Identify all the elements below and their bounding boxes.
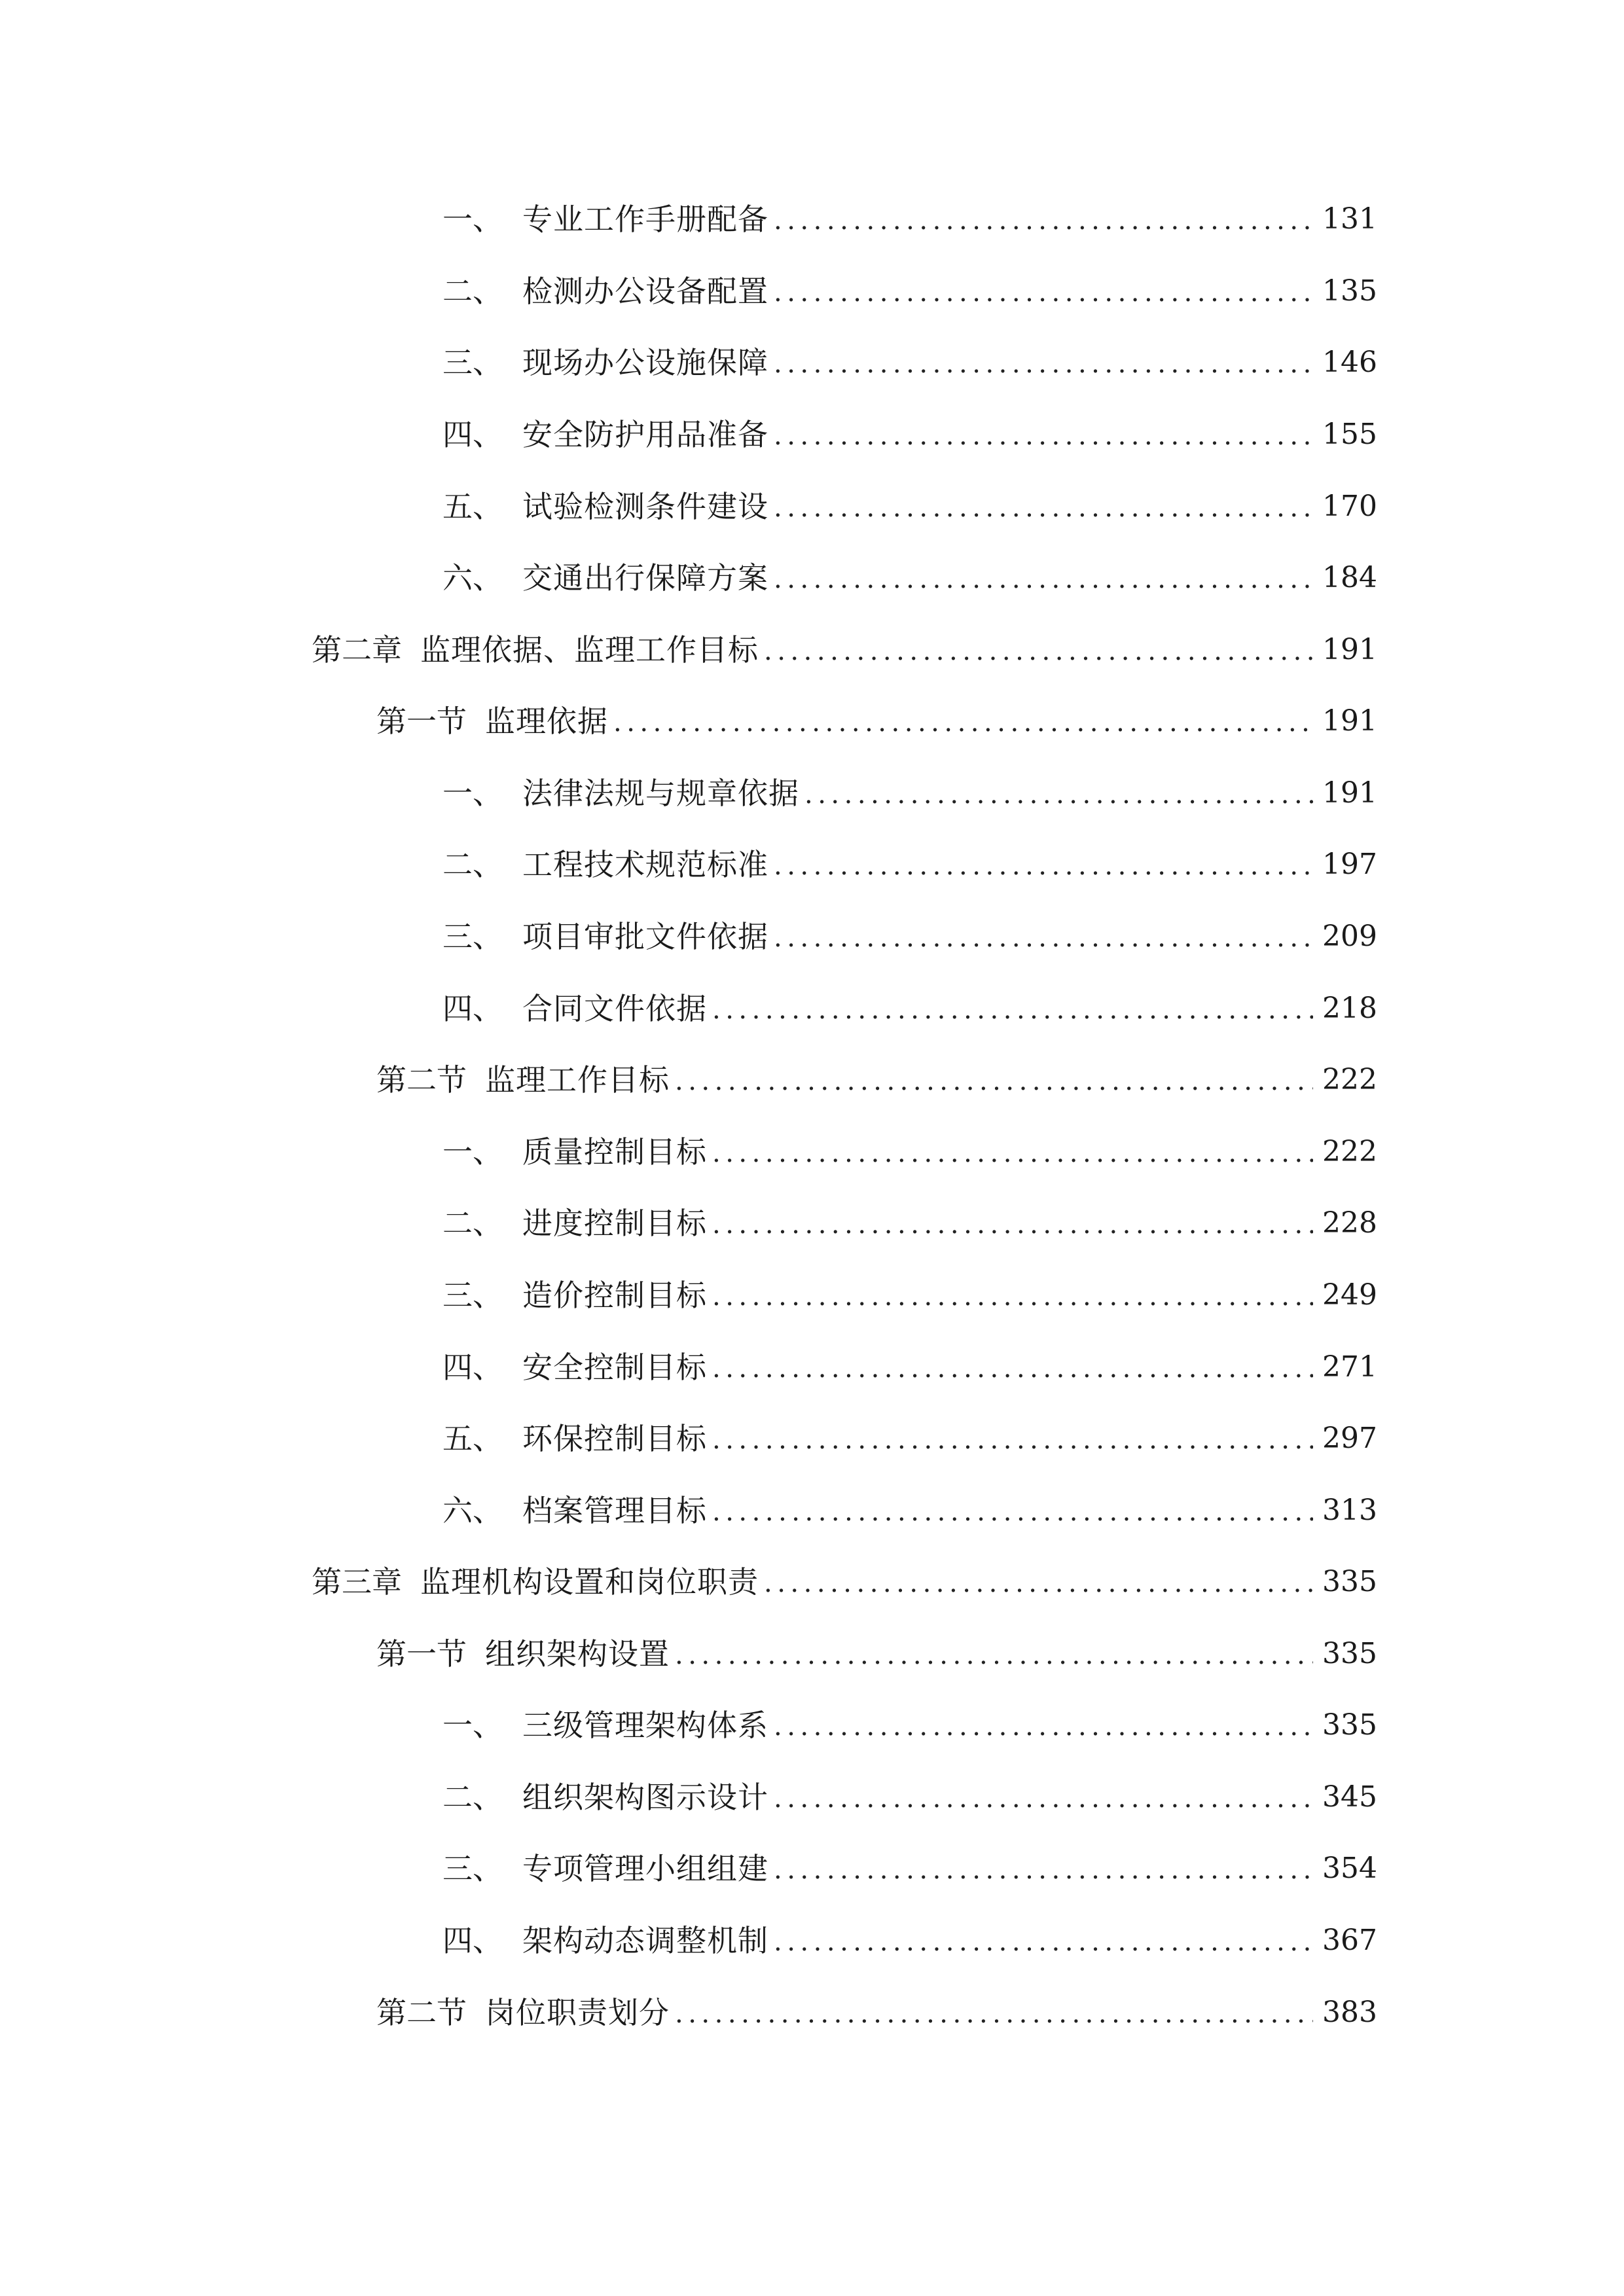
toc-section-title: 组织架构设置 <box>485 1636 670 1672</box>
toc-entry[interactable] <box>442 484 1377 529</box>
dot-leader <box>675 1632 1313 1678</box>
toc-entry[interactable] <box>442 842 1377 888</box>
toc-entry-number: 一、 <box>442 202 503 237</box>
toc-entry[interactable] <box>442 196 1377 242</box>
toc-entry-number: 六、 <box>442 560 503 596</box>
toc-entry[interactable] <box>442 1702 1377 1748</box>
toc-entry-number: 四、 <box>442 991 503 1026</box>
toc-entry-title: 架构动态调整机制 <box>522 1923 768 1958</box>
toc-section-entry[interactable] <box>376 1057 1377 1103</box>
dot-leader <box>712 987 1313 1033</box>
toc-entry[interactable] <box>442 770 1377 816</box>
toc-entry[interactable] <box>442 340 1377 386</box>
toc-entry-number: 二、 <box>442 1206 503 1241</box>
toc-page-number: 313 <box>1322 1494 1377 1527</box>
toc-entry-title: 合同文件依据 <box>522 991 707 1026</box>
toc-entry-title: 组织架构图示设计 <box>522 1780 768 1815</box>
toc-chapter-entry[interactable] <box>312 1559 1377 1605</box>
toc-entry-number: 二、 <box>442 1780 503 1815</box>
toc-page-number: 184 <box>1322 561 1377 594</box>
dot-leader <box>774 1847 1313 1893</box>
toc-page-number: 335 <box>1322 1637 1377 1670</box>
toc-page-number: 155 <box>1322 418 1377 451</box>
dot-leader <box>613 700 1313 745</box>
toc-section-entry[interactable] <box>376 1990 1377 2036</box>
toc-page-number: 170 <box>1322 490 1377 523</box>
toc-entry[interactable] <box>442 555 1377 601</box>
toc-entry[interactable] <box>442 986 1377 1031</box>
toc-page-number: 131 <box>1322 202 1377 236</box>
toc-chapter-title: 监理依据、监理工作目标 <box>420 632 759 668</box>
toc-page-number: 271 <box>1322 1350 1377 1384</box>
toc-entry-title: 档案管理目标 <box>522 1493 707 1528</box>
toc-entry-title: 质量控制目标 <box>522 1134 707 1170</box>
toc-page-number: 191 <box>1322 633 1377 666</box>
toc-page-number: 335 <box>1322 1708 1377 1742</box>
toc-entry-title: 安全防护用品准备 <box>522 417 768 452</box>
toc-page-number: 191 <box>1322 776 1377 810</box>
toc-entry-title: 现场办公设施保障 <box>522 345 768 380</box>
toc-page-number: 197 <box>1322 848 1377 881</box>
toc-entry-title: 进度控制目标 <box>522 1206 707 1241</box>
toc-page-number: 135 <box>1322 274 1377 308</box>
toc-entry-number: 四、 <box>442 1923 503 1958</box>
toc-entry[interactable] <box>442 1344 1377 1390</box>
toc-entry-number: 一、 <box>442 1708 503 1743</box>
dot-leader <box>774 1704 1313 1749</box>
toc-section-number: 第二节 <box>376 1062 467 1098</box>
toc-entry-number: 二、 <box>442 847 503 882</box>
toc-entry-number: 二、 <box>442 274 503 309</box>
toc-page-number: 191 <box>1322 704 1377 738</box>
dot-leader <box>712 1202 1313 1247</box>
toc-entry[interactable] <box>442 412 1377 457</box>
toc-entry-number: 一、 <box>442 776 503 811</box>
toc-entry[interactable] <box>442 268 1377 314</box>
dot-leader <box>712 1274 1313 1319</box>
toc-entry[interactable] <box>442 914 1377 960</box>
dot-leader <box>774 341 1313 387</box>
toc-entry-number: 三、 <box>442 345 503 380</box>
toc-entry-title: 造价控制目标 <box>522 1278 707 1313</box>
toc-entry-title: 三级管理架构体系 <box>522 1708 768 1743</box>
dot-leader <box>764 628 1313 674</box>
dot-leader <box>712 1130 1313 1176</box>
toc-section-title: 监理依据 <box>485 704 608 739</box>
toc-entry-number: 四、 <box>442 417 503 452</box>
toc-chapter-entry[interactable] <box>312 627 1377 673</box>
dot-leader <box>675 1058 1313 1104</box>
toc-entry[interactable] <box>442 1488 1377 1534</box>
dot-leader <box>675 1991 1313 2037</box>
toc-page-number: 249 <box>1322 1278 1377 1312</box>
toc-page-number: 218 <box>1322 992 1377 1025</box>
dot-leader <box>774 198 1313 243</box>
toc-entry[interactable] <box>442 1774 1377 1820</box>
toc-entry-title: 专业工作手册配备 <box>522 202 768 237</box>
toc-entry[interactable] <box>442 1200 1377 1246</box>
toc-page-number: 345 <box>1322 1780 1377 1814</box>
dot-leader <box>804 772 1313 817</box>
toc-page-number: 335 <box>1322 1565 1377 1598</box>
dot-leader <box>774 485 1313 531</box>
toc-page-number: 354 <box>1322 1852 1377 1885</box>
toc-section-entry[interactable] <box>376 1631 1377 1677</box>
toc-entry-number: 五、 <box>442 1421 503 1456</box>
dot-leader <box>774 556 1313 602</box>
dot-leader <box>774 413 1313 459</box>
toc-section-title: 监理工作目标 <box>485 1062 670 1098</box>
dot-leader <box>712 1346 1313 1391</box>
dot-leader <box>774 915 1313 961</box>
toc-entry-number: 三、 <box>442 1278 503 1313</box>
toc-entry[interactable] <box>442 1416 1377 1462</box>
toc-section-number: 第二节 <box>376 1995 467 2030</box>
toc-page-number: 228 <box>1322 1206 1377 1240</box>
toc-page-number: 367 <box>1322 1924 1377 1957</box>
toc-entry-title: 试验检测条件建设 <box>522 489 768 524</box>
toc-entry-number: 六、 <box>442 1493 503 1528</box>
dot-leader <box>774 270 1313 315</box>
toc-entry-number: 三、 <box>442 1851 503 1886</box>
dot-leader <box>712 1417 1313 1463</box>
toc-entry-title: 项目审批文件依据 <box>522 919 768 954</box>
toc-entry-number: 四、 <box>442 1350 503 1385</box>
toc-section-title: 岗位职责划分 <box>485 1995 670 2030</box>
toc-page-number: 222 <box>1322 1135 1377 1168</box>
toc-entry-title: 交通出行保障方案 <box>522 560 768 596</box>
toc-page-number: 222 <box>1322 1063 1377 1096</box>
toc-entry-title: 法律法规与规章依据 <box>522 776 799 811</box>
toc-entry[interactable] <box>442 1272 1377 1318</box>
toc-section-entry[interactable] <box>376 698 1377 744</box>
toc-chapter-number: 第三章 <box>312 1564 402 1600</box>
toc-section-number: 第一节 <box>376 1636 467 1672</box>
dot-leader <box>774 843 1313 889</box>
toc-entry-number: 三、 <box>442 919 503 954</box>
dot-leader <box>774 1776 1313 1821</box>
dot-leader <box>712 1489 1313 1535</box>
toc-entry-title: 专项管理小组组建 <box>522 1851 768 1886</box>
toc-page-number: 209 <box>1322 920 1377 953</box>
toc-entry[interactable] <box>442 1129 1377 1175</box>
toc-entry-title: 安全控制目标 <box>522 1350 707 1385</box>
dot-leader <box>764 1560 1313 1606</box>
toc-section-number: 第一节 <box>376 704 467 739</box>
toc-entry-title: 检测办公设备配置 <box>522 274 768 309</box>
toc-entry[interactable] <box>442 1846 1377 1892</box>
toc-page-number: 146 <box>1322 346 1377 379</box>
toc-chapter-number: 第二章 <box>312 632 402 668</box>
toc-entry-title: 工程技术规范标准 <box>522 847 768 882</box>
toc-entry[interactable] <box>442 1918 1377 1964</box>
toc-entry-number: 一、 <box>442 1134 503 1170</box>
dot-leader <box>774 1919 1313 1965</box>
toc-page-number: 297 <box>1322 1422 1377 1455</box>
toc-page-number: 383 <box>1322 1996 1377 2029</box>
toc-entry-number: 五、 <box>442 489 503 524</box>
toc-entry-title: 环保控制目标 <box>522 1421 707 1456</box>
toc-chapter-title: 监理机构设置和岗位职责 <box>420 1564 759 1600</box>
